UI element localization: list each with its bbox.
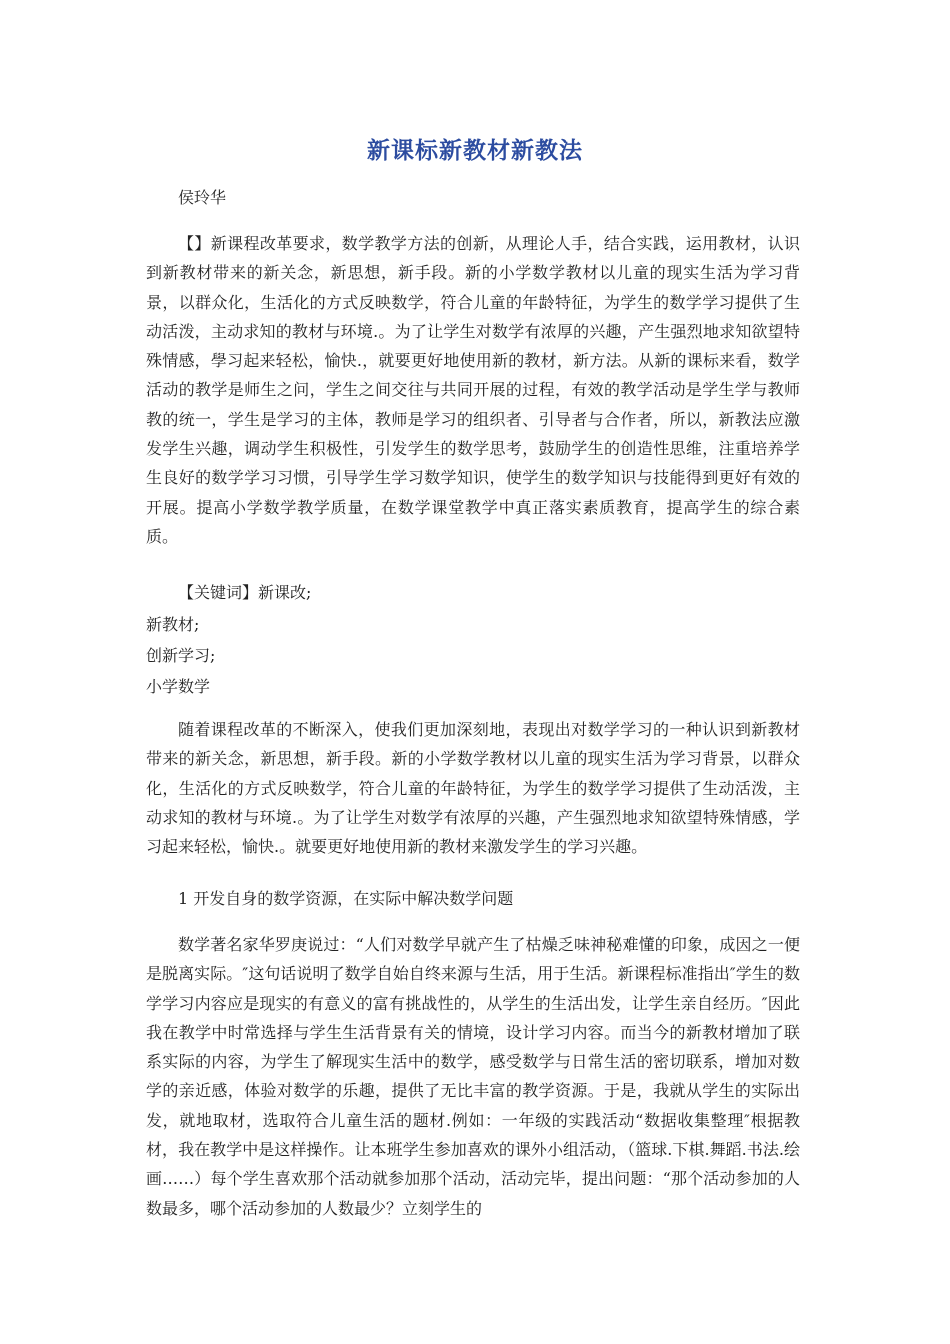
keyword-item: 创新学习; bbox=[146, 646, 216, 665]
abstract-paragraph: 【】新课程改革要求，数学教学方法的创新，从理论人手，结合实践，运用教材，认识到新教材带来的新关念，新思想，新手段。新的小学数学教材以儿童的现实生活为学习背景，以群众化，生活化的方式反映数学，符合儿童的年龄特征，为学生的数学学习提供了生动活泼，主动求知的教材与环境.。为了让学生对数学有浓厚的兴趣，产生强烈地求知欲望特殊情感，學习起来轻松，愉快.，就要更好地使用新的教材，新方法。从新的课标来看，数学活动的教学是师生之问，学生之间交往与共同开展的过程，有效的教学活动是学生学与教师教的统一，学生是学习的主体，教师是学习的组织者、引导者与合作者，所以，新教法应激发学生兴趣，调动学生积极性，引发学生的数学思考，鼓励学生的创造性思维，注重培养学生良好的数学学习习惯，引导学生学习数学知识，使学生的数学知识与技能得到更好有效的开展。提高小学数学教学质量，在数学课堂教学中真正落实素质教育，提高学生的综合素质。 bbox=[146, 234, 800, 546]
keywords-label: 【关键词】新课改; bbox=[178, 583, 312, 602]
document-title: 新课标新教材新教法 bbox=[367, 138, 583, 164]
keyword-item: 小学数学 bbox=[146, 677, 211, 696]
author-name: 侯玲华 bbox=[178, 188, 227, 207]
intro-paragraph: 随着课程改革的不断深入，使我们更加深刻地，表现出对数学学习的一种认识到新教材带来的新关念，新思想，新手段。新的小学数学教材以儿童的现实生活为学习背景，以群众化，生活化的方式反映数学，符合儿童的年龄特征，为学生的数学学习提供了生动活泼，主动求知的教材与环境.。为了让学生对数学有浓厚的兴趣，产生强烈地求知欲望特殊情感，学习起来轻松，愉快.。就要更好地使用新的教材来激发学生的学习兴趣。 bbox=[146, 720, 800, 857]
section-heading: 1 开发自身的数学资源，在实际中解决数学问题 bbox=[178, 889, 514, 908]
section-body-paragraph: 数学著名家华罗庚说过：“人们对数学早就产生了枯燥乏味神秘难懂的印象，成因之一便是脱离实际。″这句话说明了数学自始自终来源与生活，用于生活。新课程标准指出″学生的数学学习内容应是现实的有意义的富有挑战性的，从学生的生活出发，让学生亲自经历。″因此我在教学中时常选择与学生生活背景有关的情境，设计学习内容。而当今的新教材增加了联系实际的内容，为学生了解现实生活中的数学，感受数学与日常生活的密切联系，增加对数学的亲近感，体验对数学的乐趣，提供了无比丰富的教学资源。于是，我就从学生的实际出发，就地取材，选取符合儿童生活的题材.例如：一年级的实践活动“数据收集整理″根据教材，我在教学中是这样操作。让本班学生参加喜欢的课外小组活动，（篮球.下棋.舞蹈.书法.绘画……）每个学生喜欢那个活动就参加那个活动，活动完毕，提出问题：“那个活动参加的人数最多，哪个活动参加的人数最少？立刻学生的 bbox=[146, 935, 800, 1218]
keyword-item: 新教材; bbox=[146, 615, 200, 634]
